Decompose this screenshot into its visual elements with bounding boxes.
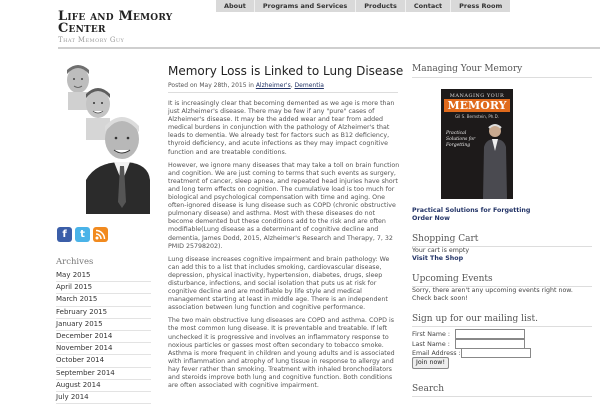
twitter-icon[interactable]: t [75,227,90,242]
search-heading: Search [412,384,444,394]
visit-shop-link[interactable]: Visit The Shop [412,255,464,262]
archive-link[interactable]: February 2015 [56,307,151,319]
archive-link[interactable]: July 2014 [56,392,151,404]
sidebar-divider [412,77,592,78]
post-paragraph: It is increasingly clear that becoming demented as we age is more than just Alzheimer's disease. There may be few if any "pure" cases of Alzheimer's disease. It may be the added wear and tear from added medical burdens in conjunction with the pathology of Alzheimer's that leads to dementia. We already test for factors such as B12 deficiency, thyroid deficiency, and acute infections as they may impact cognitive function and are treatable conditions. [168,100,395,156]
post-paragraph: However, we ignore many diseases that may take a toll on brain function and cognition. We are just coming to terms that such events as surgery, treatment of cancer, sleep apnea, and repeated head injuries have short and long term effects on cognition. The cumulative load is too much for biological and psychological compensation with time and aging. One often-ignored disease is lung disease such as COPD (chronic obstructive pulmonary disease) and asthma. Most with these diseases do not become demented but these conditions add to the risk and are often modifiable(Lung disease as a determinant of cognitive decline and dementia, James Dodd, 2015, Alzheimer's Research and Therapy, 7, 32 PMID 25798202). [168,161,400,250]
header-divider [58,47,600,49]
events-text: Sorry, there aren't any upcoming events right now. Check back soon! [412,287,573,302]
archive-link[interactable]: November 2014 [56,343,151,355]
email-field[interactable] [461,348,531,358]
email-label: Email Address : [412,349,461,357]
book-cover[interactable] [441,89,513,199]
first-name-row [412,329,525,339]
book-cover-author: Gil S. Bernstein, Ph.D. [455,114,499,119]
social-links [57,227,108,242]
book-cover-header: MANAGING YOUR [449,93,505,99]
nav-programs-and-services[interactable]: Programs and Services [255,0,356,12]
category-link-dementia[interactable]: Dementia [294,82,324,89]
site-title-line2: Center [58,21,106,36]
post-meta [168,82,398,89]
shopping-cart-heading: Shopping Cart [412,234,479,244]
book-author-figure [478,121,510,199]
archive-link[interactable]: April 2015 [56,282,151,294]
book-link[interactable]: Practical Solutions for Forgetting [412,207,531,214]
archives-list [56,270,151,404]
archive-link[interactable]: September 2014 [56,368,151,380]
archive-link[interactable]: March 2015 [56,294,151,306]
site-title[interactable] [58,11,188,35]
mailing-list-heading: Sign up for our mailing list. [412,314,538,324]
facebook-icon[interactable]: f [57,227,72,242]
join-button[interactable]: Join now! [412,357,449,369]
post-divider [168,92,398,93]
sidebar-divider [412,326,592,327]
archive-link[interactable]: May 2015 [56,270,151,282]
post-paragraph: The two main obstructive lung diseases are COPD and asthma. COPD is the most common lung disease. It is preventable and treatable. If left unchecked it is progressive and involves an inflammatory response to noxious particles or gasses most often secondary to tobacco smoke. Asthma is more frequent in children and young adults and is associated with inflammation and atrophy of lung tissue in response to allergy and hay fever rather than smoking. Treatment with inhaled bronchodilators and steroids improve both lung and cognitive function. Both conditions are often associated with cognitive impairment. [168,317,395,390]
rss-glyph [95,229,106,240]
managing-memory-heading: Managing Your Memory [412,64,523,74]
archive-link[interactable]: August 2014 [56,380,151,392]
first-name-field[interactable] [455,329,525,339]
nav-press-room[interactable]: Press Room [459,2,503,10]
post-paragraph: Lung disease increases cognitive impairment and brain pathology: We can add this to a list that includes smoking, cardiovascular disease, depression, physical inactivity, hypertension, diabetes, drugs, sleep disturbance, infections, and social isolation that puts us at risk for cognitive decline and are modifiable by life style and medical management starting at least in middle age. There is an independent association between lung function and cognitive performance. [168,255,390,312]
rss-icon[interactable] [93,227,108,242]
nav-contact[interactable]: Contact [406,0,451,12]
nav-products[interactable]: Products [356,0,406,12]
archives-heading: Archives [56,257,94,267]
post-title[interactable]: Memory Loss is Linked to Lung Disease [168,64,404,78]
book-cover-subtitle: Practical Solutions for Forgetting [446,131,476,148]
category-link-alzheimers[interactable]: Alzheimer's [255,82,291,89]
main-nav [216,0,510,12]
upcoming-events-heading: Upcoming Events [412,274,493,284]
sidebar-divider [412,396,592,397]
book-cover-title: MEMORY [444,99,510,112]
last-name-label: Last Name : [412,340,450,348]
post-body [168,100,400,395]
site-title-line1: Life and Memory [58,9,173,24]
archive-link[interactable]: December 2014 [56,331,151,343]
order-now-link[interactable]: Order Now [412,215,450,222]
cart-status: Your cart is empty [412,247,470,254]
site-tagline: That Memory Guy [58,36,125,44]
category-separator: , [290,82,293,89]
header-photo [56,62,150,214]
archive-link[interactable]: January 2015 [56,319,151,331]
nav-about[interactable]: About [216,0,255,12]
post-date: Posted on May 28th, 2015 in [168,82,254,89]
archive-link[interactable]: October 2014 [56,355,151,367]
first-name-label: First Name : [412,330,450,338]
